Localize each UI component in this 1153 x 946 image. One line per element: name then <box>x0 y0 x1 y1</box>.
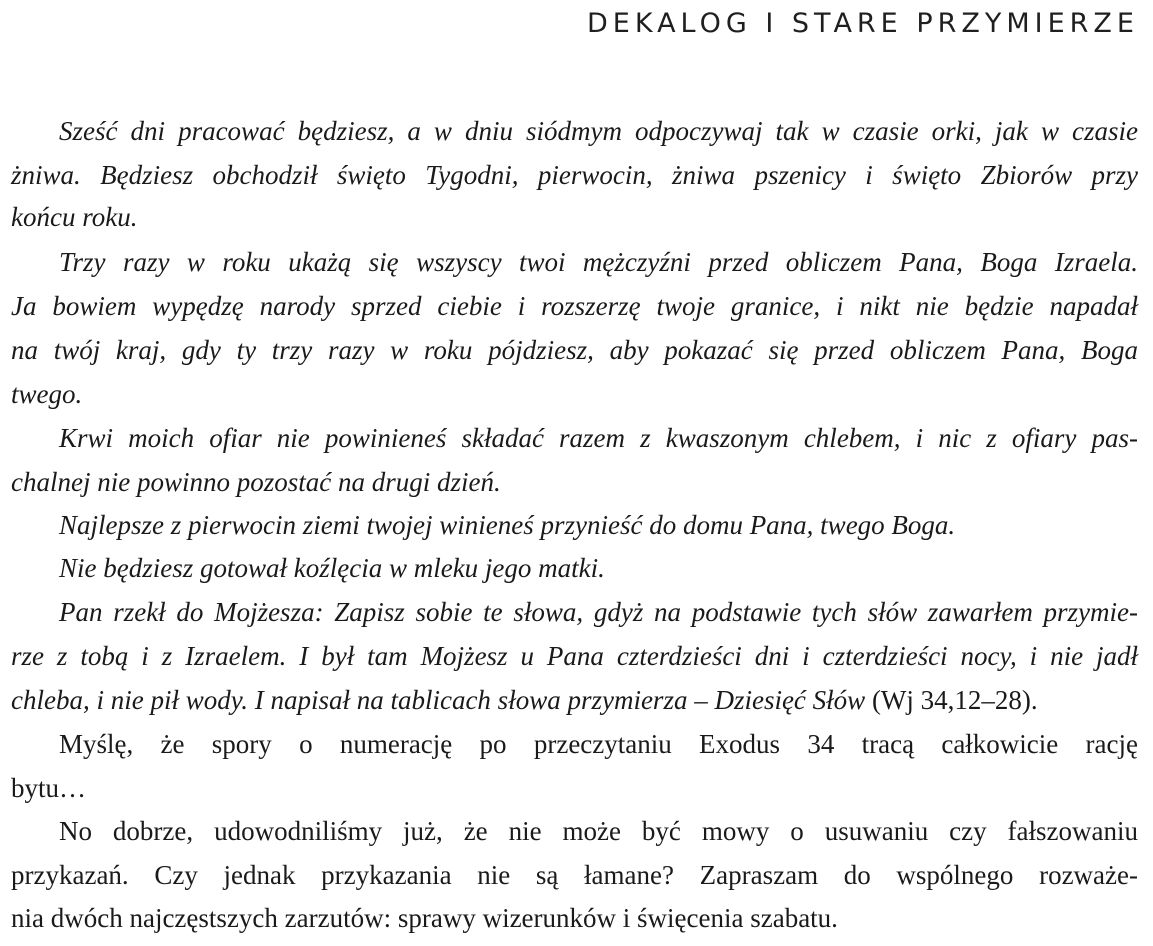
running-head: DEKALOG I STARE PRZYMIERZE <box>586 8 1139 39</box>
text-line: Trzy razy w roku ukażą się wszyscy twoi mężczyźni przed obliczem Pana, Boga Izraela. <box>59 247 1138 277</box>
text-line: Nie będziesz gotował koźlęcia w mleku jego matki. <box>59 553 605 583</box>
text-line <box>11 680 1038 720</box>
text-line: No dobrze, udowodniliśmy już, że nie może być mowy o usuwaniu czy fałszowaniu <box>59 816 1138 846</box>
text-line: na twój kraj, gdy ty trzy razy w roku pójdziesz, aby pokazać się przed obliczem Pana, Boga <box>11 335 1138 365</box>
text-line: twego. <box>11 379 83 409</box>
text-line: żniwa. Będziesz obchodził święto Tygodni, pierwocin, żniwa pszenicy i święto Zbiorów przy <box>11 160 1138 190</box>
text-line: Myślę, że spory o numerację po przeczytaniu Exodus 34 tracą całkowicie rację <box>59 729 1138 759</box>
text-line: Najlepsze z pierwocin ziemi twojej winieneś przynieść do domu Pana, twego Boga. <box>59 510 956 540</box>
text-line: Sześć dni pracować będziesz, a w dniu siódmym odpoczywaj tak w czasie orki, jak w czasie <box>59 116 1138 146</box>
text-line: nia dwóch najczęstszych zarzutów: sprawy wizerunków i święcenia szabatu. <box>11 903 838 933</box>
text-line: rze z tobą i z Izraelem. I był tam Mojżesz u Pana czterdzieści dni i czterdzieści nocy, i nie jadł <box>11 641 1138 671</box>
text-line: Krwi moich ofiar nie powinieneś składać razem z kwaszonym chlebem, i nic z ofiary pas- <box>59 423 1138 453</box>
text-span: chleba, i nie pił wody. I napisał na tablicach słowa przymierza – Dziesięć Słów <box>11 685 866 715</box>
text-line: Pan rzekł do Mojżesza: Zapisz sobie te słowa, gdyż na podstawie tych słów zawarłem przymie- <box>59 597 1138 627</box>
text-line: chalnej nie powinno pozostać na drugi dzień. <box>11 467 501 497</box>
text-line: bytu… <box>11 773 87 803</box>
citation: (Wj 34,12–28). <box>871 685 1038 715</box>
text-line: Ja bowiem wypędzę narody sprzed ciebie i rozszerzę twoje granice, i nikt nie będzie napadał <box>11 291 1138 321</box>
text-line: przykazań. Czy jednak przykazania nie są łamane? Zapraszam do wspólnego rozważe- <box>11 860 1138 890</box>
text-line: końcu roku. <box>11 202 138 232</box>
